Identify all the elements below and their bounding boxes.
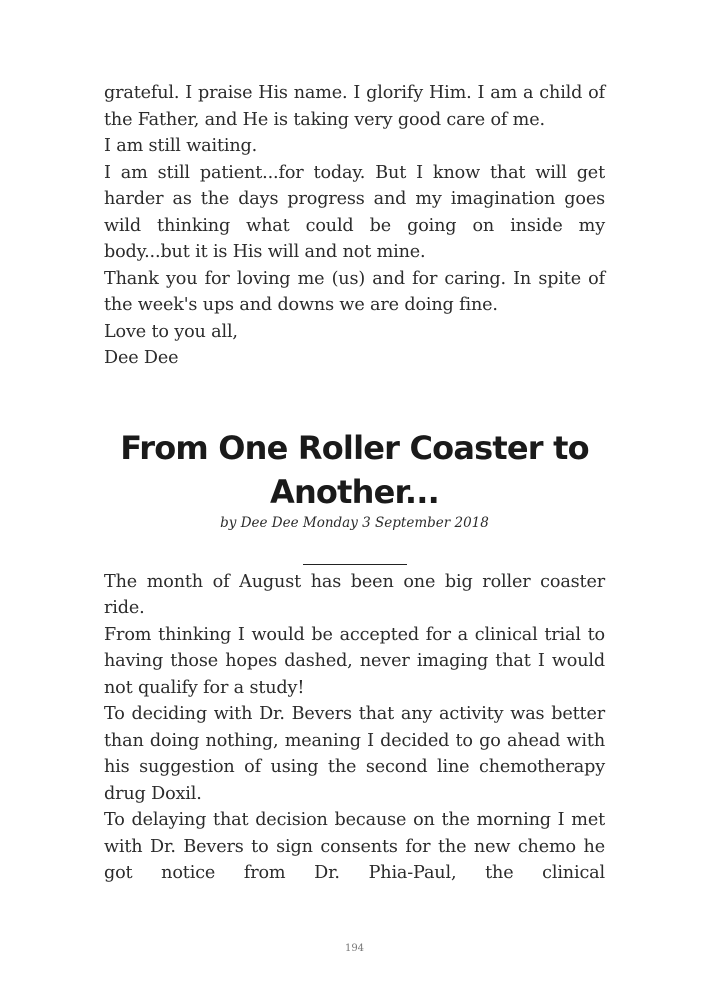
body-paragraph: To delaying that decision because on the morning I met with Dr. Bevers to sign consents for the new chemo he got notice from Dr. Phia-Paul, the clinical <box>104 810 605 883</box>
body-paragraph: From thinking I would be accepted for a clinical trial to having those hopes dashed, never imaging that I would not qualify for a study! <box>104 624 605 698</box>
signature: Dee Dee <box>104 348 179 368</box>
closing-line: Love to you all, <box>104 321 238 342</box>
body-paragraph: I am still patient...for today. But I know that will get harder as the days progress and my imagination goes wild thinking what could be going on inside my body...but it is His will and not mine. <box>104 162 605 262</box>
page-number: 194 <box>344 943 365 954</box>
body-paragraph: The month of August has been one big roller coaster ride. <box>104 571 605 618</box>
body-paragraph: I am still waiting. <box>104 136 258 156</box>
post-title: From One Roller Coaster to Another... <box>120 428 589 511</box>
body-paragraph: To deciding with Dr. Bevers that any activity was better than doing nothing, meaning I decided to go ahead with his suggestion of using the second line chemotherapy drug Doxil. <box>104 704 605 804</box>
body-paragraph: Thank you for loving me (us) and for caring. In spite of the week's ups and downs we are doing fine. <box>104 268 605 315</box>
post-byline: by Dee Dee Monday 3 September 2018 <box>220 514 489 531</box>
page-content <box>104 80 605 887</box>
post-body <box>104 569 605 887</box>
body-paragraph: grateful. I praise His name. I glorify Him. I am a child of the Father, and He is taking very good care of me. <box>104 83 605 130</box>
previous-post-body <box>104 80 605 372</box>
